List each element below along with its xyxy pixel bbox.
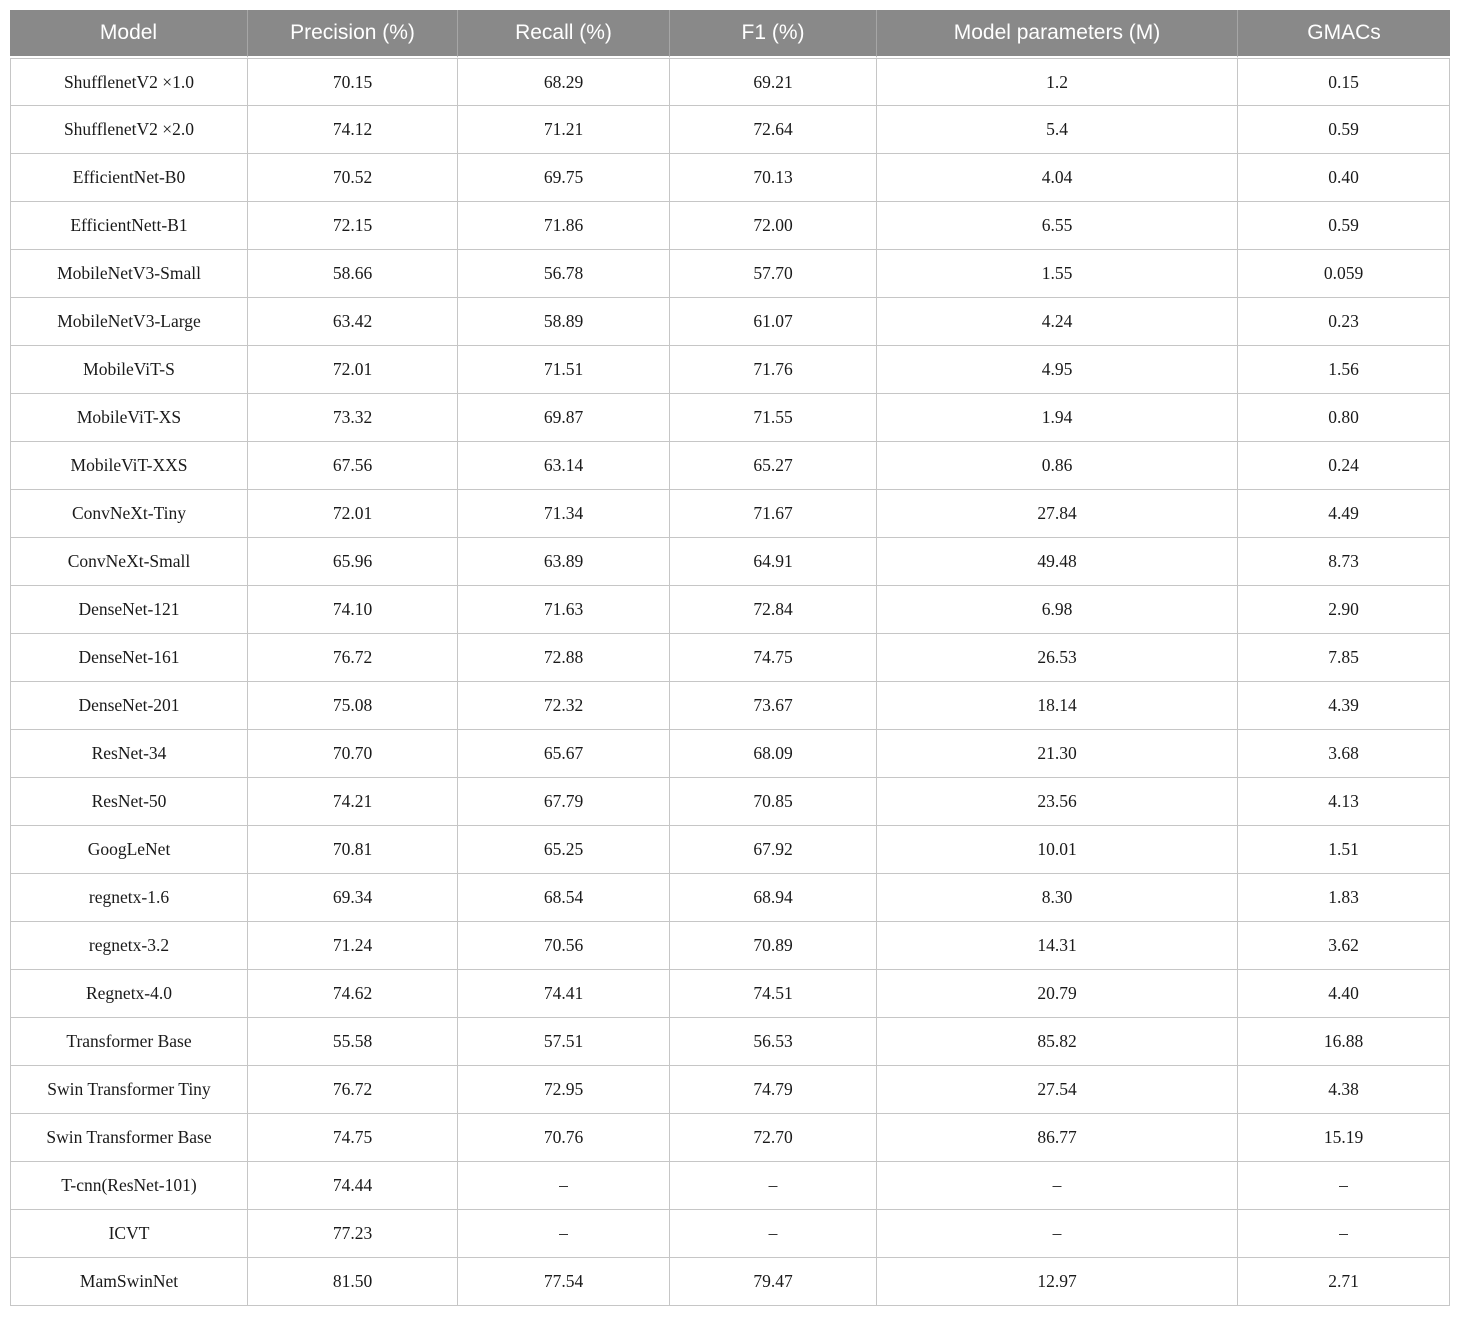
recall-cell: 65.67	[458, 730, 670, 778]
gmacs-cell: 4.38	[1238, 1066, 1450, 1114]
f1-cell: 65.27	[670, 442, 877, 490]
precision-cell: 74.12	[248, 106, 458, 154]
table-row	[10, 1162, 1450, 1210]
model-name-cell: Swin Transformer Base	[10, 1114, 248, 1162]
precision-cell: 72.01	[248, 490, 458, 538]
gmacs-cell: 2.71	[1238, 1258, 1450, 1306]
f1-cell: 74.51	[670, 970, 877, 1018]
model-parameters-cell: 21.30	[877, 730, 1238, 778]
precision-cell: 73.32	[248, 394, 458, 442]
recall-cell: 71.34	[458, 490, 670, 538]
table-row	[10, 874, 1450, 922]
recall-cell: 71.21	[458, 106, 670, 154]
header-row	[10, 10, 1450, 58]
table-row	[10, 1114, 1450, 1162]
model-parameters-cell: 27.54	[877, 1066, 1238, 1114]
f1-cell: 74.79	[670, 1066, 877, 1114]
table-row	[10, 682, 1450, 730]
table-row	[10, 58, 1450, 106]
table-row	[10, 1066, 1450, 1114]
f1-cell: 71.67	[670, 490, 877, 538]
precision-cell: 69.34	[248, 874, 458, 922]
gmacs-cell: 4.13	[1238, 778, 1450, 826]
gmacs-cell: 0.15	[1238, 58, 1450, 106]
f1-cell: 64.91	[670, 538, 877, 586]
gmacs-cell: 15.19	[1238, 1114, 1450, 1162]
f1-cell: 73.67	[670, 682, 877, 730]
gmacs-cell: –	[1238, 1162, 1450, 1210]
precision-cell: 74.10	[248, 586, 458, 634]
gmacs-cell: –	[1238, 1210, 1450, 1258]
recall-cell: 77.54	[458, 1258, 670, 1306]
model-parameters-cell: 1.94	[877, 394, 1238, 442]
model-name-cell: ResNet-34	[10, 730, 248, 778]
recall-cell: 63.89	[458, 538, 670, 586]
table-row	[10, 970, 1450, 1018]
precision-cell: 67.56	[248, 442, 458, 490]
model-name-cell: regnetx-3.2	[10, 922, 248, 970]
table-body	[10, 58, 1450, 1306]
precision-cell: 55.58	[248, 1018, 458, 1066]
model-name-cell: ConvNeXt-Tiny	[10, 490, 248, 538]
recall-cell: 74.41	[458, 970, 670, 1018]
precision-cell: 74.62	[248, 970, 458, 1018]
gmacs-cell: 7.85	[1238, 634, 1450, 682]
f1-cell: 68.94	[670, 874, 877, 922]
model-parameters-cell: 85.82	[877, 1018, 1238, 1066]
f1-cell: 71.55	[670, 394, 877, 442]
model-name-cell: Transformer Base	[10, 1018, 248, 1066]
model-name-cell: MobileNetV3-Small	[10, 250, 248, 298]
model-parameters-cell: 4.24	[877, 298, 1238, 346]
model-parameters-cell: 26.53	[877, 634, 1238, 682]
model-parameters-cell: 6.98	[877, 586, 1238, 634]
gmacs-cell: 3.62	[1238, 922, 1450, 970]
precision-cell: 76.72	[248, 1066, 458, 1114]
model-name-cell: ShufflenetV2 ×1.0	[10, 58, 248, 106]
model-name-cell: DenseNet-121	[10, 586, 248, 634]
recall-cell: 71.86	[458, 202, 670, 250]
model-parameters-cell: –	[877, 1210, 1238, 1258]
gmacs-cell: 4.49	[1238, 490, 1450, 538]
gmacs-cell: 3.68	[1238, 730, 1450, 778]
model-comparison-table	[10, 10, 1450, 1306]
model-name-cell: T-cnn(ResNet-101)	[10, 1162, 248, 1210]
model-name-cell: MobileViT-XS	[10, 394, 248, 442]
recall-cell: 58.89	[458, 298, 670, 346]
model-name-cell: EfficientNet-B0	[10, 154, 248, 202]
recall-cell: 68.54	[458, 874, 670, 922]
recall-cell: –	[458, 1162, 670, 1210]
model-parameters-cell: 12.97	[877, 1258, 1238, 1306]
f1-cell: 56.53	[670, 1018, 877, 1066]
model-name-cell: ConvNeXt-Small	[10, 538, 248, 586]
gmacs-cell: 0.80	[1238, 394, 1450, 442]
model-name-cell: ShufflenetV2 ×2.0	[10, 106, 248, 154]
recall-cell: 70.76	[458, 1114, 670, 1162]
f1-cell: 67.92	[670, 826, 877, 874]
recall-cell: 63.14	[458, 442, 670, 490]
f1-cell: 57.70	[670, 250, 877, 298]
f1-cell: 74.75	[670, 634, 877, 682]
model-parameters-cell: 20.79	[877, 970, 1238, 1018]
f1-cell: 71.76	[670, 346, 877, 394]
model-parameters-cell: 5.4	[877, 106, 1238, 154]
model-parameters-cell: 27.84	[877, 490, 1238, 538]
gmacs-cell: 8.73	[1238, 538, 1450, 586]
model-parameters-cell: 8.30	[877, 874, 1238, 922]
f1-cell: 72.00	[670, 202, 877, 250]
f1-cell: –	[670, 1162, 877, 1210]
recall-cell: 69.87	[458, 394, 670, 442]
precision-cell: 65.96	[248, 538, 458, 586]
recall-cell: 69.75	[458, 154, 670, 202]
model-parameters-cell: –	[877, 1162, 1238, 1210]
recall-cell: 72.95	[458, 1066, 670, 1114]
model-name-cell: MobileViT-XXS	[10, 442, 248, 490]
model-parameters-cell: 4.04	[877, 154, 1238, 202]
precision-cell: 74.21	[248, 778, 458, 826]
table-row	[10, 586, 1450, 634]
gmacs-cell: 0.059	[1238, 250, 1450, 298]
recall-cell: 72.32	[458, 682, 670, 730]
precision-cell: 77.23	[248, 1210, 458, 1258]
model-name-cell: DenseNet-161	[10, 634, 248, 682]
model-name-cell: Regnetx-4.0	[10, 970, 248, 1018]
recall-cell: 67.79	[458, 778, 670, 826]
recall-cell: 71.51	[458, 346, 670, 394]
precision-cell: 70.52	[248, 154, 458, 202]
model-name-cell: MobileViT-S	[10, 346, 248, 394]
precision-cell: 76.72	[248, 634, 458, 682]
table-row	[10, 538, 1450, 586]
f1-cell: 72.84	[670, 586, 877, 634]
column-header-recall: Recall (%)	[458, 10, 670, 58]
precision-cell: 71.24	[248, 922, 458, 970]
precision-cell: 74.44	[248, 1162, 458, 1210]
model-name-cell: ResNet-50	[10, 778, 248, 826]
f1-cell: 72.64	[670, 106, 877, 154]
model-parameters-cell: 0.86	[877, 442, 1238, 490]
model-name-cell: MobileNetV3-Large	[10, 298, 248, 346]
model-parameters-cell: 6.55	[877, 202, 1238, 250]
model-parameters-cell: 4.95	[877, 346, 1238, 394]
gmacs-cell: 16.88	[1238, 1018, 1450, 1066]
f1-cell: 72.70	[670, 1114, 877, 1162]
f1-cell: –	[670, 1210, 877, 1258]
model-name-cell: Swin Transformer Tiny	[10, 1066, 248, 1114]
precision-cell: 70.81	[248, 826, 458, 874]
model-parameters-cell: 23.56	[877, 778, 1238, 826]
model-parameters-cell: 14.31	[877, 922, 1238, 970]
model-parameters-cell: 1.2	[877, 58, 1238, 106]
model-name-cell: regnetx-1.6	[10, 874, 248, 922]
table-row	[10, 394, 1450, 442]
gmacs-cell: 4.39	[1238, 682, 1450, 730]
f1-cell: 70.85	[670, 778, 877, 826]
model-name-cell: DenseNet-201	[10, 682, 248, 730]
table-row	[10, 154, 1450, 202]
gmacs-cell: 0.59	[1238, 106, 1450, 154]
table-row	[10, 442, 1450, 490]
table-row	[10, 1018, 1450, 1066]
table-row	[10, 634, 1450, 682]
column-header-precision: Precision (%)	[248, 10, 458, 58]
column-header-f1: F1 (%)	[670, 10, 877, 58]
gmacs-cell: 2.90	[1238, 586, 1450, 634]
model-name-cell: ICVT	[10, 1210, 248, 1258]
table-row	[10, 826, 1450, 874]
recall-cell: 68.29	[458, 58, 670, 106]
table-row	[10, 730, 1450, 778]
f1-cell: 70.89	[670, 922, 877, 970]
f1-cell: 69.21	[670, 58, 877, 106]
precision-cell: 72.15	[248, 202, 458, 250]
table-row	[10, 1210, 1450, 1258]
column-header-model: Model	[10, 10, 248, 58]
model-name-cell: GoogLeNet	[10, 826, 248, 874]
precision-cell: 58.66	[248, 250, 458, 298]
model-parameters-cell: 1.55	[877, 250, 1238, 298]
precision-cell: 72.01	[248, 346, 458, 394]
table-row	[10, 1258, 1450, 1306]
gmacs-cell: 0.24	[1238, 442, 1450, 490]
table-row	[10, 202, 1450, 250]
model-name-cell: EfficientNett-B1	[10, 202, 248, 250]
column-header-gmacs: GMACs	[1238, 10, 1450, 58]
model-parameters-cell: 10.01	[877, 826, 1238, 874]
recall-cell: 65.25	[458, 826, 670, 874]
gmacs-cell: 4.40	[1238, 970, 1450, 1018]
precision-cell: 70.15	[248, 58, 458, 106]
precision-cell: 75.08	[248, 682, 458, 730]
model-parameters-cell: 18.14	[877, 682, 1238, 730]
recall-cell: 57.51	[458, 1018, 670, 1066]
precision-cell: 74.75	[248, 1114, 458, 1162]
model-name-cell: MamSwinNet	[10, 1258, 248, 1306]
recall-cell: 71.63	[458, 586, 670, 634]
table-row	[10, 250, 1450, 298]
f1-cell: 70.13	[670, 154, 877, 202]
gmacs-cell: 0.59	[1238, 202, 1450, 250]
precision-cell: 63.42	[248, 298, 458, 346]
gmacs-cell: 1.51	[1238, 826, 1450, 874]
gmacs-cell: 0.40	[1238, 154, 1450, 202]
f1-cell: 68.09	[670, 730, 877, 778]
recall-cell: 56.78	[458, 250, 670, 298]
table-header	[10, 10, 1450, 58]
model-parameters-cell: 49.48	[877, 538, 1238, 586]
model-parameters-cell: 86.77	[877, 1114, 1238, 1162]
gmacs-cell: 1.83	[1238, 874, 1450, 922]
recall-cell: –	[458, 1210, 670, 1258]
f1-cell: 61.07	[670, 298, 877, 346]
table-row	[10, 922, 1450, 970]
recall-cell: 70.56	[458, 922, 670, 970]
gmacs-cell: 0.23	[1238, 298, 1450, 346]
table-row	[10, 106, 1450, 154]
table-row	[10, 778, 1450, 826]
f1-cell: 79.47	[670, 1258, 877, 1306]
precision-cell: 81.50	[248, 1258, 458, 1306]
precision-cell: 70.70	[248, 730, 458, 778]
column-header-model-parameters: Model parameters (M)	[877, 10, 1238, 58]
recall-cell: 72.88	[458, 634, 670, 682]
table-row	[10, 346, 1450, 394]
table-row	[10, 490, 1450, 538]
gmacs-cell: 1.56	[1238, 346, 1450, 394]
table-row	[10, 298, 1450, 346]
